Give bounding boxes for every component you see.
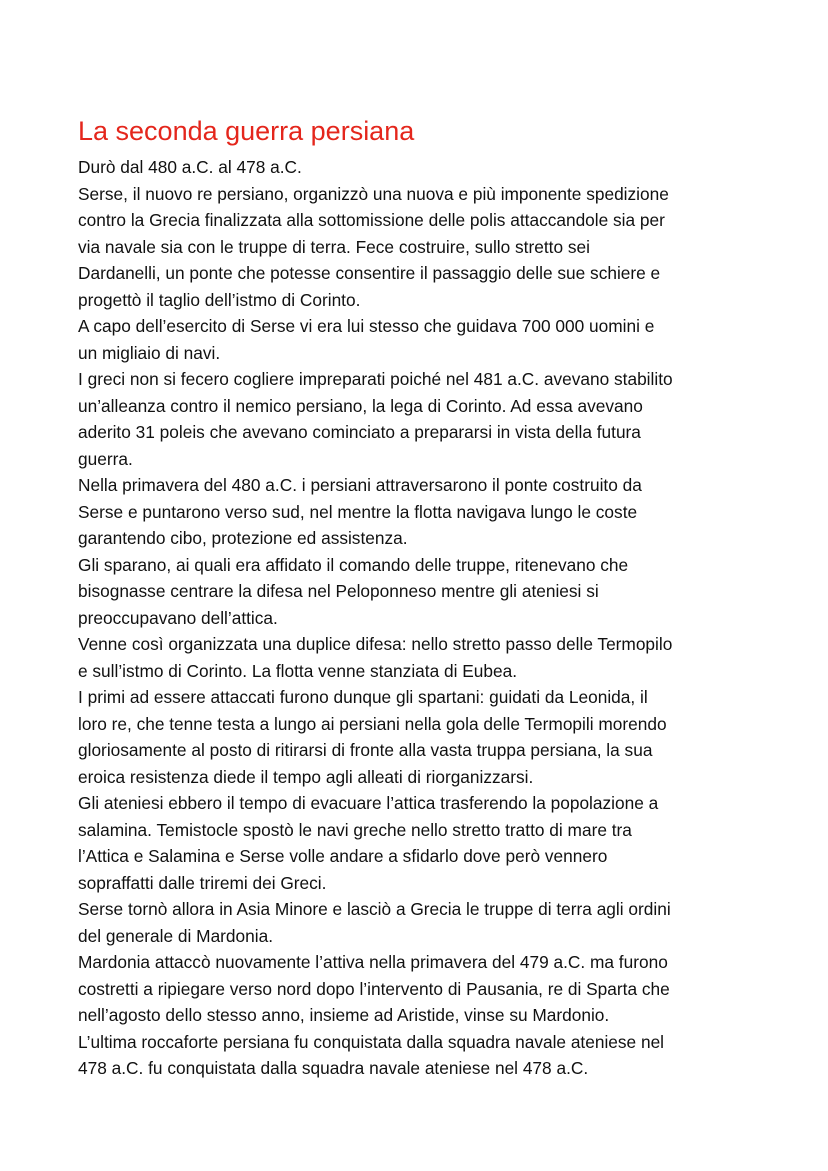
- document-page: [78, 112, 768, 1082]
- text-line: Nella primavera del 480 a.C. i persiani attraversarono il ponte costruito da: [78, 475, 642, 495]
- text-line: Serse tornò allora in Asia Minore e lasciò a Grecia le truppe di terra agli ordini: [78, 899, 671, 919]
- text-line: A capo dell’esercito di Serse vi era lui stesso che guidava 700 000 uomini e: [78, 316, 655, 336]
- text-line: l’Attica e Salamina e Serse volle andare a sfidarlo dove però vennero: [78, 846, 608, 866]
- text-line: e sull’istmo di Corinto. La flotta venne stanziata di Eubea.: [78, 660, 518, 681]
- text-line: L’ultima roccaforte persiana fu conquistata dalla squadra navale ateniese nel: [78, 1031, 665, 1052]
- text-line: guerra.: [78, 448, 133, 469]
- text-line: Durò dal 480 a.C. al 478 a.C.: [78, 157, 302, 177]
- text-line: via navale sia con le truppe di terra. Fece costruire, sullo stretto sei: [78, 236, 590, 257]
- text-line: 478 a.C. fu conquistata dalla squadra navale ateniese nel 478 a.C.: [78, 1058, 589, 1078]
- text-line: garantendo cibo, protezione ed assistenza.: [78, 528, 408, 548]
- text-line: costretti a ripiegare verso nord dopo l’intervento di Pausania, re di Sparta che: [78, 978, 670, 999]
- text-line: progettò il taglio dell’istmo di Corinto.: [78, 289, 361, 310]
- text-line: Mardonia attaccò nuovamente l’attiva nella primavera del 479 a.C. ma furono: [78, 952, 668, 972]
- text-line: Venne così organizzata una duplice difesa: nello stretto passo delle Termopilo: [78, 634, 673, 654]
- text-line: I greci non si fecero cogliere impreparati poiché nel 481 a.C. avevano stabilito: [78, 369, 673, 389]
- text-line: Serse e puntarono verso sud, nel mentre la flotta navigava lungo le coste: [78, 501, 638, 522]
- document-body: [78, 154, 768, 1082]
- text-line: nell’agosto dello stesso anno, insieme ad Aristide, vinse su Mardonio.: [78, 1005, 610, 1025]
- page-title: La seconda guerra persiana: [78, 116, 415, 146]
- text-line: preoccupavano dell’attica.: [78, 607, 278, 628]
- text-line: Serse, il nuovo re persiano, organizzò una nuova e più imponente spedizione: [78, 183, 669, 204]
- text-line: Gli sparano, ai quali era affidato il comando delle truppe, ritenevano che: [78, 554, 629, 575]
- text-line: loro re, che tenne testa a lungo ai persiani nella gola delle Termopili morendo: [78, 713, 667, 734]
- text-line: un’alleanza contro il nemico persiano, la lega di Corinto. Ad essa avevano: [78, 395, 643, 416]
- text-line: eroica resistenza diede il tempo agli alleati di riorganizzarsi.: [78, 766, 534, 787]
- text-line: aderito 31 poleis che avevano cominciato a prepararsi in vista della futura: [78, 422, 641, 442]
- text-line: contro la Grecia finalizzata alla sottomissione delle polis attaccandole sia per: [78, 210, 665, 230]
- text-line: I primi ad essere attaccati furono dunque gli spartani: guidati da Leonida, il: [78, 687, 648, 707]
- text-line: un migliaio di navi.: [78, 342, 221, 363]
- text-line: sopraffatti dalle triremi dei Greci.: [78, 872, 327, 893]
- text-line: Dardanelli, un ponte che potesse consentire il passaggio delle sue schiere e: [78, 263, 661, 283]
- text-line: salamina. Temistocle spostò le navi greche nello stretto tratto di mare tra: [78, 819, 632, 840]
- text-line: Gli ateniesi ebbero il tempo di evacuare l’attica trasferendo la popolazione a: [78, 793, 659, 813]
- text-line: gloriosamente al posto di ritirarsi di fronte alla vasta truppa persiana, la sua: [78, 740, 653, 760]
- text-line: bisognasse centrare la difesa nel Peloponneso mentre gli ateniesi si: [78, 581, 599, 601]
- text-line: del generale di Mardonia.: [78, 925, 274, 946]
